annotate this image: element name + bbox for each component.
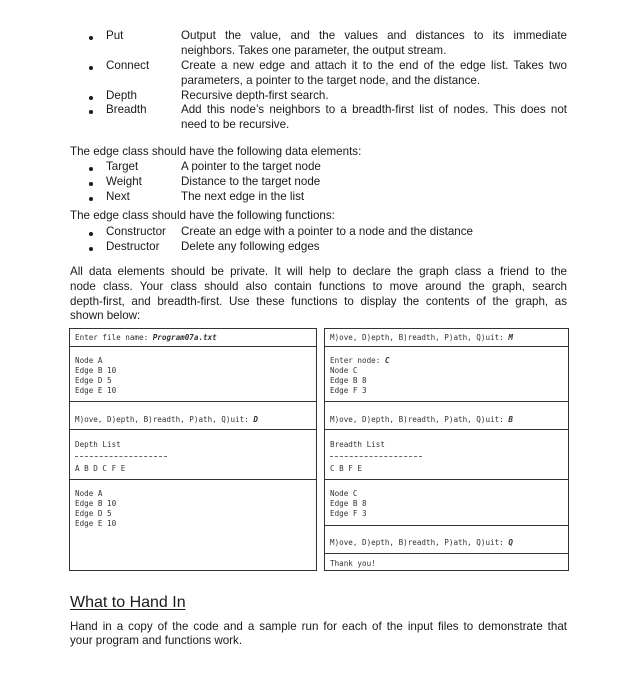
- term-weight: Weight: [106, 175, 142, 188]
- desc-line: Create a new edge and attach it to the end of the edge list. Takes two: [181, 59, 567, 72]
- console-line: Node A: [75, 356, 103, 365]
- term-connect: Connect: [106, 59, 150, 72]
- desc-breadth: [181, 103, 567, 132]
- desc-destructor: Delete any following edges: [181, 240, 320, 253]
- desc-line: parameters, a pointer to the target node, and the distance.: [181, 73, 481, 87]
- bullet-icon: [89, 197, 93, 201]
- bullet-icon: [89, 167, 93, 171]
- sample-run-right: [324, 328, 569, 571]
- desc-constructor: Create an edge with a pointer to a node and the distance: [181, 225, 473, 238]
- term-depth: Depth: [106, 89, 137, 102]
- console-input: M: [508, 333, 513, 342]
- bullet-icon: [89, 110, 93, 114]
- sample-run-left: [69, 328, 317, 571]
- console-prompt: Enter node:: [330, 356, 385, 365]
- term-put: Put: [106, 29, 124, 42]
- console-divider: [70, 429, 316, 430]
- console-line: Thank you!: [330, 559, 376, 568]
- term-next: Next: [106, 190, 130, 203]
- console-line: Edge F 3: [330, 509, 367, 518]
- console-line: [330, 538, 513, 547]
- edge-func-intro: The edge class should have the following functions:: [70, 209, 335, 222]
- console-menu: M)ove, D)epth, B)readth, P)ath, Q)uit:: [330, 538, 509, 547]
- console-prompt: Enter file name:: [75, 333, 153, 342]
- console-line: Edge B 10: [75, 366, 117, 375]
- console-line: [330, 333, 513, 342]
- console-line: Edge F 3: [330, 386, 367, 395]
- console-line: Edge E 10: [75, 386, 117, 395]
- desc-line: Add this node’s neighbors to a breadth-first list of nodes. This does not: [181, 103, 567, 116]
- console-divider: [70, 401, 316, 402]
- console-divider: [325, 553, 568, 554]
- console-line: Edge D 5: [75, 376, 112, 385]
- bullet-icon: [89, 36, 93, 40]
- desc-line: need to be recursive.: [181, 117, 290, 131]
- console-line: [330, 356, 389, 365]
- term-target: Target: [106, 160, 139, 173]
- console-input: Program07a.txt: [152, 333, 217, 342]
- bullet-icon: [89, 66, 93, 70]
- bullet-icon: [89, 96, 93, 100]
- console-line: Edge B 8: [330, 376, 367, 385]
- summary-line: node class. Your class should also contain functions to move around the graph, search: [70, 280, 567, 293]
- console-input: Q: [508, 538, 513, 547]
- bullet-icon: [89, 182, 93, 186]
- console-input: B: [508, 415, 513, 424]
- console-line: C B F E: [330, 464, 363, 473]
- summary-line: shown below:: [70, 309, 141, 322]
- console-menu: M)ove, D)epth, B)readth, P)ath, Q)uit:: [330, 333, 509, 342]
- desc-target: A pointer to the target node: [181, 160, 321, 173]
- console-line: Node A: [75, 489, 103, 498]
- term-destructor: Destructor: [106, 240, 160, 253]
- console-menu: M)ove, D)epth, B)readth, P)ath, Q)uit:: [75, 415, 254, 424]
- console-line: Edge B 10: [75, 499, 117, 508]
- desc-put: [181, 29, 567, 58]
- console-line: Breadth List: [330, 440, 385, 449]
- console-line: [330, 415, 513, 424]
- desc-next: The next edge in the list: [181, 190, 305, 203]
- console-line: Edge B 8: [330, 499, 367, 508]
- console-divider: [70, 346, 316, 347]
- edge-data-intro: The edge class should have the following data elements:: [70, 145, 362, 158]
- summary-line: All data elements should be private. It will help to declare the graph class a friend to the: [70, 265, 567, 278]
- desc-connect: [181, 59, 567, 88]
- hand-in-line: Hand in a copy of the code and a sample run for each of the input files to demonstrate that: [70, 620, 567, 633]
- console-input: D: [253, 415, 258, 424]
- console-divider: [325, 401, 568, 402]
- desc-line: neighbors. Takes one parameter, the output stream.: [181, 43, 447, 57]
- hand-in-line: your program and functions work.: [70, 634, 243, 647]
- console-dash-rule: [330, 456, 422, 457]
- console-line: Node C: [330, 489, 358, 498]
- console-line: Node C: [330, 366, 358, 375]
- console-divider: [325, 525, 568, 526]
- console-line: Depth List: [75, 440, 121, 449]
- bullet-icon: [89, 232, 93, 236]
- console-line: [75, 333, 217, 342]
- section-heading: What to Hand In: [70, 594, 186, 611]
- term-breadth: Breadth: [106, 103, 147, 116]
- console-dash-rule: [75, 456, 167, 457]
- console-divider: [325, 479, 568, 480]
- console-line: Edge E 10: [75, 519, 117, 528]
- console-divider: [70, 479, 316, 480]
- term-constructor: Constructor: [106, 225, 166, 238]
- console-input: C: [384, 356, 390, 365]
- desc-line: Output the value, and the values and distances to its immediate: [181, 29, 567, 42]
- console-line: Edge D 5: [75, 509, 112, 518]
- console-divider: [325, 346, 568, 347]
- bullet-icon: [89, 247, 93, 251]
- summary-line: depth-first, and breadth-first. Use these functions to display the contents of the graph, as: [70, 295, 567, 308]
- desc-weight: Distance to the target node: [181, 175, 321, 188]
- console-menu: M)ove, D)epth, B)readth, P)ath, Q)uit:: [330, 415, 509, 424]
- desc-depth: [181, 89, 567, 104]
- console-line: [75, 415, 258, 424]
- desc-line: Recursive depth-first search.: [181, 89, 329, 102]
- console-line: A B D C F E: [75, 464, 126, 473]
- console-divider: [325, 429, 568, 430]
